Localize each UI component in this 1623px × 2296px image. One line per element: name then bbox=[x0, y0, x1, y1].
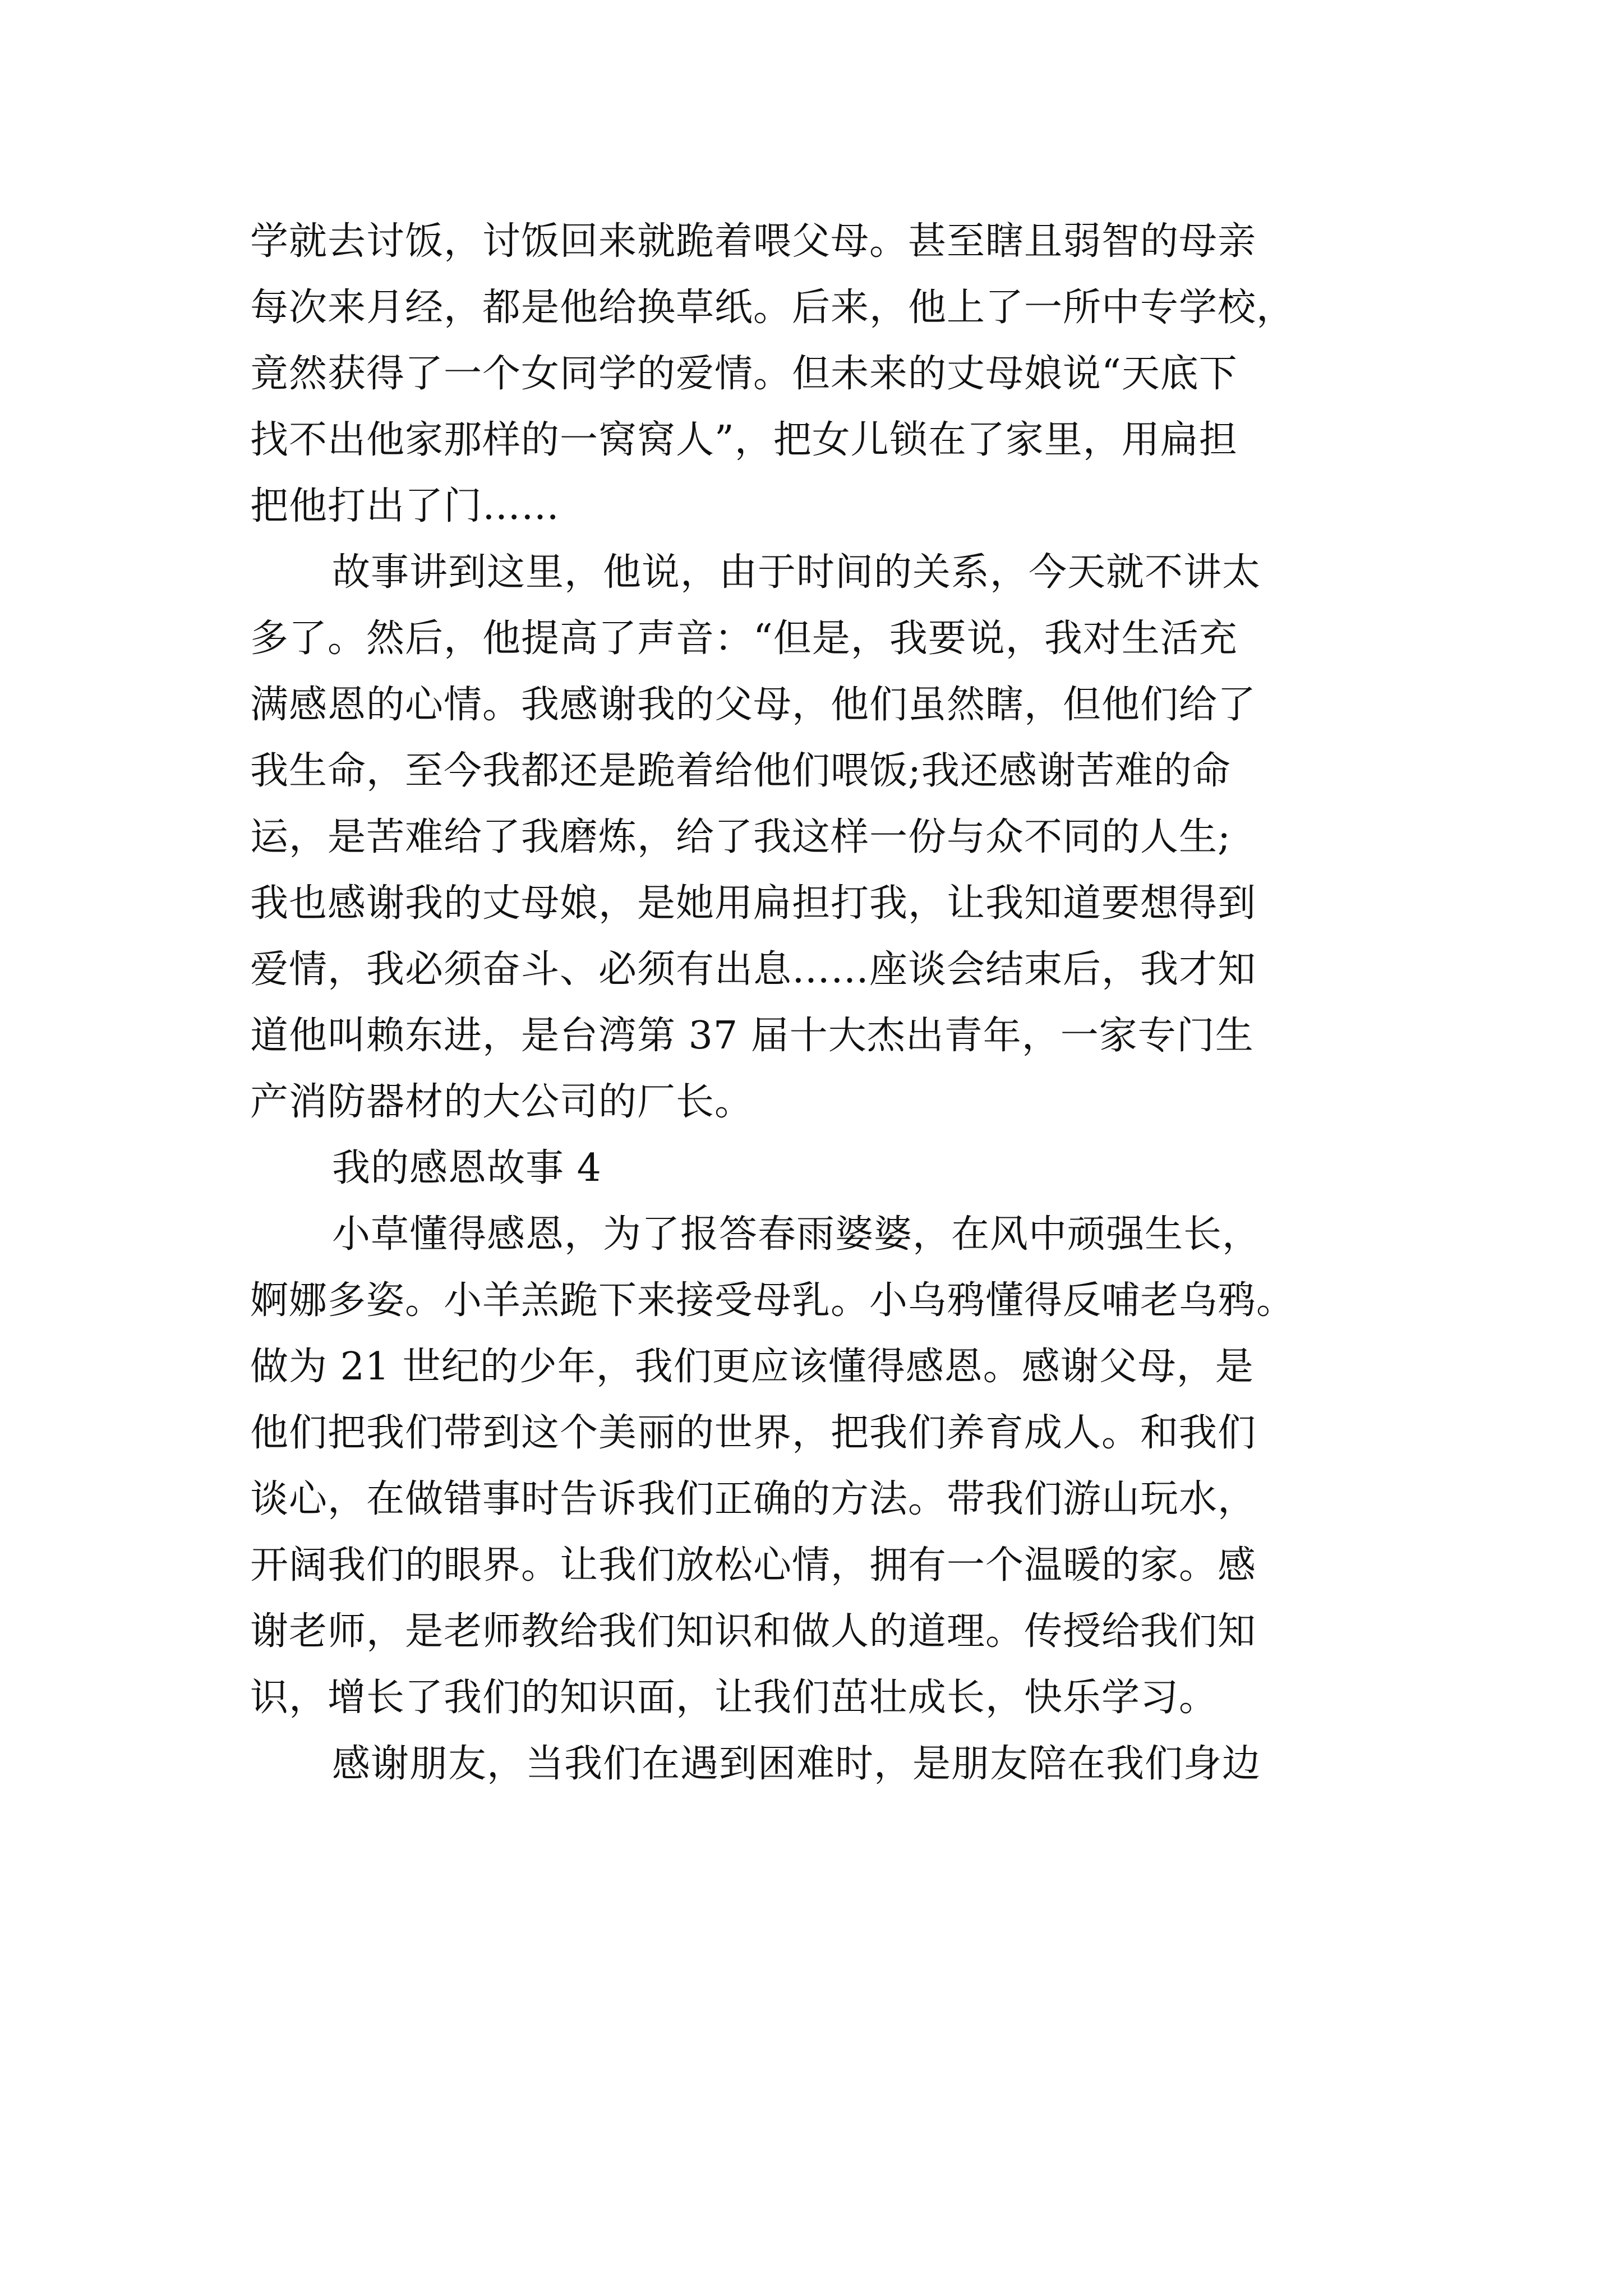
text-line: 开阔我们的眼界。让我们放松心情，拥有一个温暖的家。感 bbox=[250, 1543, 1257, 1588]
text-line: 多了。然后，他提高了声音：“但是，我要说，我对生活充 bbox=[250, 616, 1238, 661]
text-line: 我的感恩故事 4 bbox=[332, 1146, 602, 1190]
text-line: 爱情，我必须奋斗、必须有出息……座谈会结束后，我才知 bbox=[250, 947, 1257, 992]
text-line: 我也感谢我的丈母娘，是她用扁担打我，让我知道要想得到 bbox=[250, 881, 1257, 926]
document-body bbox=[250, 209, 1405, 1797]
text-line: 婀娜多姿。小羊羔跪下来接受母乳。小乌鸦懂得反哺老乌鸦。 bbox=[250, 1278, 1295, 1323]
text-line: 运，是苦难给了我磨炼，给了我这样一份与众不同的人生; bbox=[250, 815, 1231, 859]
text-line: 每次来月经，都是他给换草纸。后来，他上了一所中专学校， bbox=[250, 286, 1295, 330]
text-line: 谈心，在做错事时告诉我们正确的方法。带我们游山玩水， bbox=[250, 1477, 1257, 1521]
text-line: 满感恩的心情。我感谢我的父母，他们虽然瞎，但他们给了 bbox=[250, 683, 1257, 727]
text-line: 竟然获得了一个女同学的爱情。但未来的丈母娘说“天底下 bbox=[250, 352, 1238, 396]
text-line: 小草懂得感恩，为了报答春雨婆婆，在风中顽强生长， bbox=[332, 1212, 1261, 1257]
text-line: 谢老师，是老师教给我们知识和做人的道理。传授给我们知 bbox=[250, 1609, 1257, 1654]
text-line: 感谢朋友，当我们在遇到困难时，是朋友陪在我们身边 bbox=[332, 1742, 1261, 1786]
text-line: 做为 21 世纪的少年，我们更应该懂得感恩。感谢父母，是 bbox=[250, 1345, 1254, 1389]
text-line: 道他叫赖东进，是台湾第 37 届十大杰出青年，一家专门生 bbox=[250, 1014, 1254, 1058]
text-line: 他们把我们带到这个美丽的世界，把我们养育成人。和我们 bbox=[250, 1411, 1257, 1455]
text-line: 识，增长了我们的知识面，让我们茁壮成长，快乐学习。 bbox=[250, 1676, 1218, 1720]
text-line: 我生命，至今我都还是跪着给他们喂饭;我还感谢苦难的命 bbox=[250, 749, 1231, 793]
text-line: 故事讲到这里，他说，由于时间的关系，今天就不讲太 bbox=[332, 550, 1261, 595]
text-line: 产消防器材的大公司的厂长。 bbox=[250, 1080, 754, 1124]
text-line: 把他打出了门…… bbox=[250, 484, 560, 528]
text-line: 学就去讨饭，讨饭回来就跪着喂父母。甚至瞎且弱智的母亲 bbox=[250, 219, 1257, 264]
text-line: 找不出他家那样的一窝窝人”，把女儿锁在了家里，用扁担 bbox=[250, 418, 1238, 462]
